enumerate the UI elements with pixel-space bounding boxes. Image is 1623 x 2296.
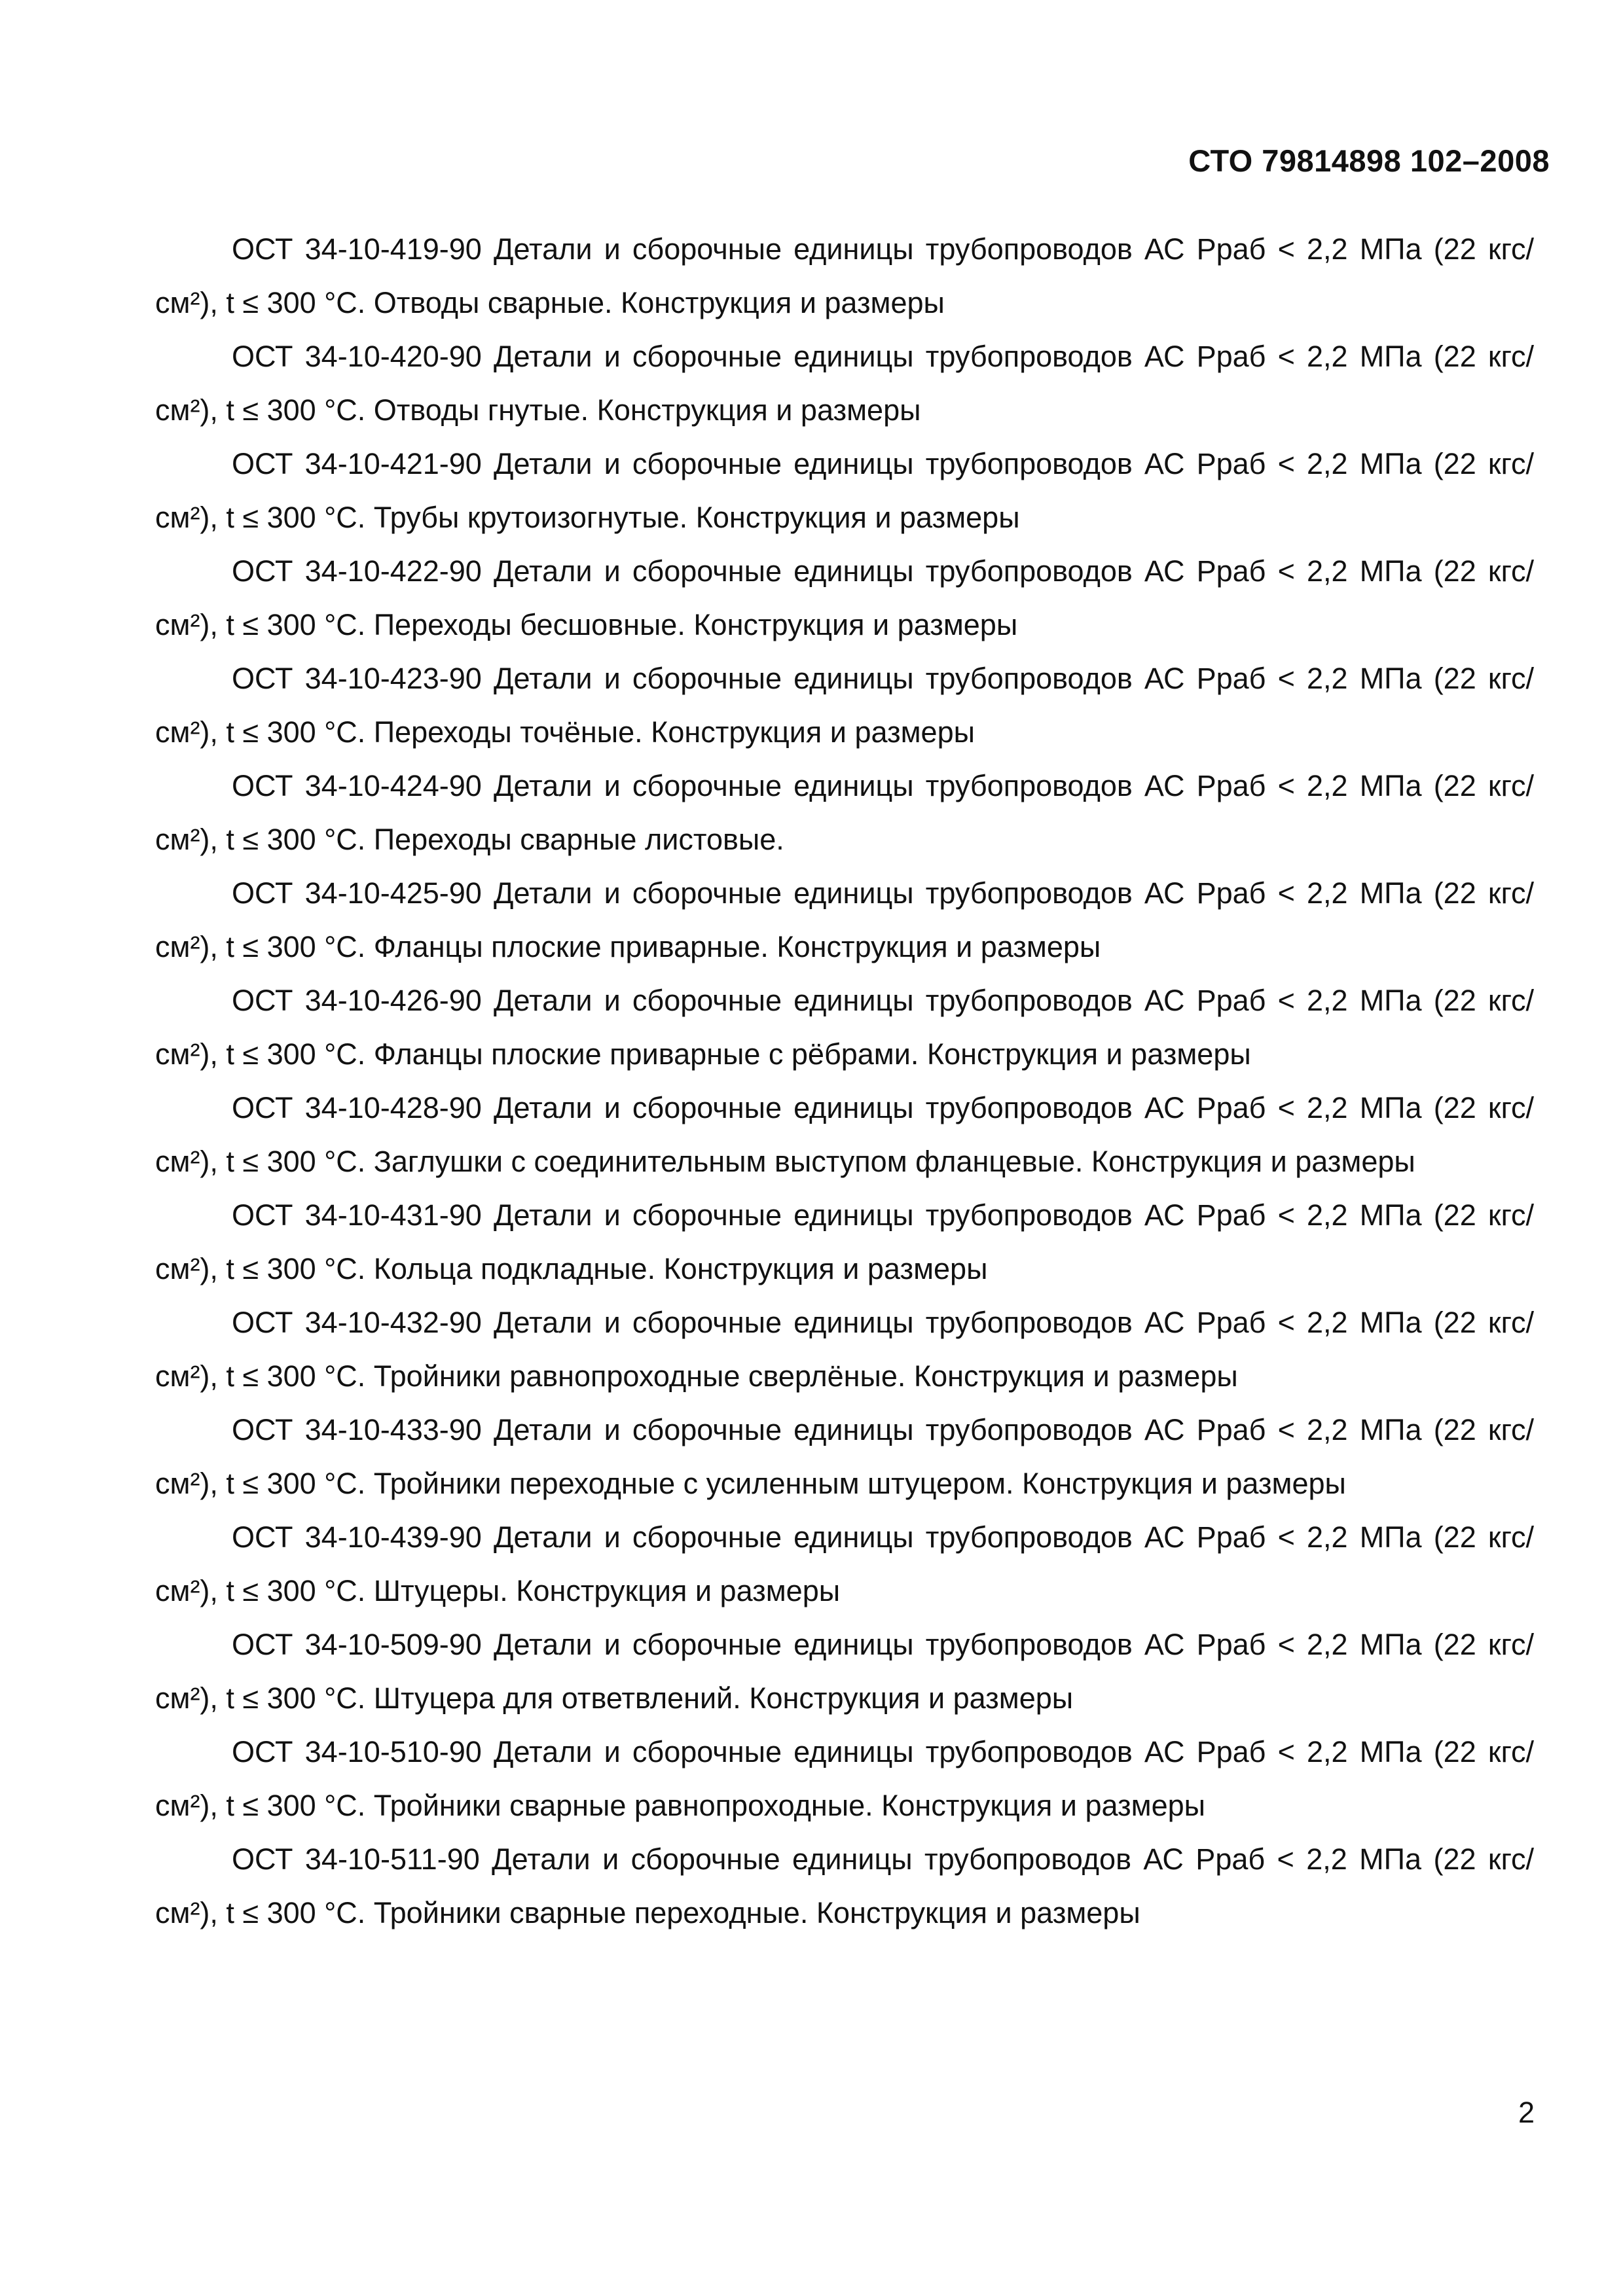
reference-item: ОСТ 34-10-425-90 Детали и сборочные единицы трубопроводов АС Рраб < 2,2 МПа (22 кгс/см²), t ≤ 300 °C. Фланцы плоские приварные. Конструкция и размеры xyxy=(155,876,1534,963)
document-code: СТО 79814898 102–2008 xyxy=(1188,143,1550,178)
reference-item: ОСТ 34-10-426-90 Детали и сборочные единицы трубопроводов АС Рраб < 2,2 МПа (22 кгс/см²), t ≤ 300 °C. Фланцы плоские приварные с рёбрами. Конструкция и размеры xyxy=(155,984,1534,1071)
reference-item: ОСТ 34-10-420-90 Детали и сборочные единицы трубопроводов АС Рраб < 2,2 МПа (22 кгс/см²), t ≤ 300 °C. Отводы гнутые. Конструкция и размеры xyxy=(155,340,1534,427)
reference-item: ОСТ 34-10-439-90 Детали и сборочные единицы трубопроводов АС Рраб < 2,2 МПа (22 кгс/см²), t ≤ 300 °C. Штуцеры. Конструкция и размеры xyxy=(155,1520,1534,1607)
reference-item: ОСТ 34-10-431-90 Детали и сборочные единицы трубопроводов АС Рраб < 2,2 МПа (22 кгс/см²), t ≤ 300 °C. Кольца подкладные. Конструкция и размеры xyxy=(155,1198,1534,1285)
reference-item: ОСТ 34-10-428-90 Детали и сборочные единицы трубопроводов АС Рраб < 2,2 МПа (22 кгс/см²), t ≤ 300 °C. Заглушки с соединительным выступом фланцевые. Конструкция и размеры xyxy=(155,1091,1534,1178)
references-list xyxy=(155,223,1534,1940)
page-number: 2 xyxy=(1518,2096,1535,2129)
reference-item: ОСТ 34-10-424-90 Детали и сборочные единицы трубопроводов АС Рраб < 2,2 МПа (22 кгс/см²), t ≤ 300 °C. Переходы сварные листовые. xyxy=(155,769,1534,856)
reference-item: ОСТ 34-10-510-90 Детали и сборочные единицы трубопроводов АС Рраб < 2,2 МПа (22 кгс/см²), t ≤ 300 °C. Тройники сварные равнопроходные. Конструкция и размеры xyxy=(155,1735,1534,1822)
reference-item: ОСТ 34-10-511-90 Детали и сборочные единицы трубопроводов АС Рраб < 2,2 МПа (22 кгс/см²), t ≤ 300 °C. Тройники сварные переходные. Конструкция и размеры xyxy=(155,1842,1534,1929)
reference-item: ОСТ 34-10-432-90 Детали и сборочные единицы трубопроводов АС Рраб < 2,2 МПа (22 кгс/см²), t ≤ 300 °C. Тройники равнопроходные сверлёные. Конструкция и размеры xyxy=(155,1306,1534,1393)
reference-item: ОСТ 34-10-422-90 Детали и сборочные единицы трубопроводов АС Рраб < 2,2 МПа (22 кгс/см²), t ≤ 300 °C. Переходы бесшовные. Конструкция и размеры xyxy=(155,554,1534,641)
reference-item: ОСТ 34-10-509-90 Детали и сборочные единицы трубопроводов АС Рраб < 2,2 МПа (22 кгс/см²), t ≤ 300 °C. Штуцера для ответвлений. Конструкция и размеры xyxy=(155,1628,1534,1715)
reference-item: ОСТ 34-10-419-90 Детали и сборочные единицы трубопроводов АС Рраб < 2,2 МПа (22 кгс/см²), t ≤ 300 °C. Отводы сварные. Конструкция и размеры xyxy=(155,232,1534,319)
reference-item: ОСТ 34-10-423-90 Детали и сборочные единицы трубопроводов АС Рраб < 2,2 МПа (22 кгс/см²), t ≤ 300 °C. Переходы точёные. Конструкция и размеры xyxy=(155,662,1534,749)
reference-item: ОСТ 34-10-433-90 Детали и сборочные единицы трубопроводов АС Рраб < 2,2 МПа (22 кгс/см²), t ≤ 300 °C. Тройники переходные с усиленным штуцером. Конструкция и размеры xyxy=(155,1413,1534,1500)
reference-item: ОСТ 34-10-421-90 Детали и сборочные единицы трубопроводов АС Рраб < 2,2 МПа (22 кгс/см²), t ≤ 300 °C. Трубы крутоизогнутые. Конструкция и размеры xyxy=(155,447,1534,534)
